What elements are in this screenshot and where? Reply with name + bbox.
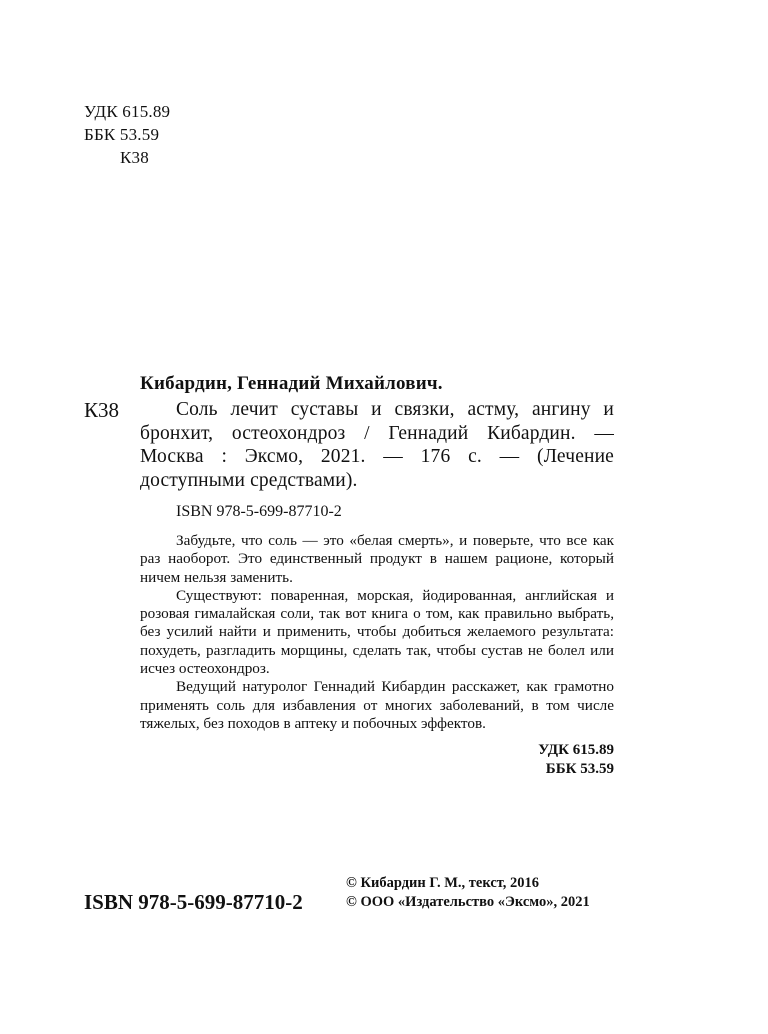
classification-codes-top <box>84 100 170 169</box>
annotation-paragraph: Ведущий натуролог Геннадий Кибардин расскажет, как грамотно применять соль для избавления от многих заболеваний, в том числе тяжелых, без походов в аптеку и побочных эффектов. <box>140 678 614 732</box>
annotation-paragraph: Забудьте, что соль — это «белая смерть», и поверьте, что все как раз наоборот. Это единственный продукт в нашем рационе, который ничем нельзя заменить. <box>140 532 614 586</box>
author-mark-side: К38 <box>84 398 120 422</box>
copyright-publisher: © ООО «Издательство «Эксмо», 2021 <box>346 894 590 910</box>
udk-code-bottom: УДК 615.89 <box>538 742 614 759</box>
bbk-code: ББК 53.59 <box>84 125 160 144</box>
copyright-author: © Кибардин Г. М., текст, 2016 <box>346 875 540 891</box>
author-mark: К38 <box>120 148 149 167</box>
annotation-paragraph: Существуют: поваренная, морская, йодированная, английская и розовая гималайская соли, так вот книга о том, как правильно выбрать, без усилий найти и применить, чтобы добиться желаемого результата: похудеть, разгладить морщины, сделать так, чтобы сустав не болел или исчез остеохондроз. <box>140 586 614 678</box>
classification-codes-bottom <box>140 741 614 779</box>
annotation <box>140 532 614 733</box>
catalog-card <box>140 372 614 779</box>
udk-code: УДК 615.89 <box>84 102 171 121</box>
isbn-main: ISBN 978-5-699-87710-2 <box>84 890 303 914</box>
copyright-block <box>346 874 590 912</box>
author-heading: Кибардин, Геннадий Михайлович. <box>140 373 443 394</box>
bibliographic-description: Соль лечит суставы и связки, астму, ангину и бронхит, остеохондроз / Геннадий Кибардин. — Москва : Эксмо, 2021. — 176 с. — (Лечение доступными средствами). <box>140 399 614 491</box>
bbk-code-bottom: ББК 53.59 <box>545 761 614 778</box>
card-isbn: ISBN 978-5-699-87710-2 <box>176 503 342 520</box>
